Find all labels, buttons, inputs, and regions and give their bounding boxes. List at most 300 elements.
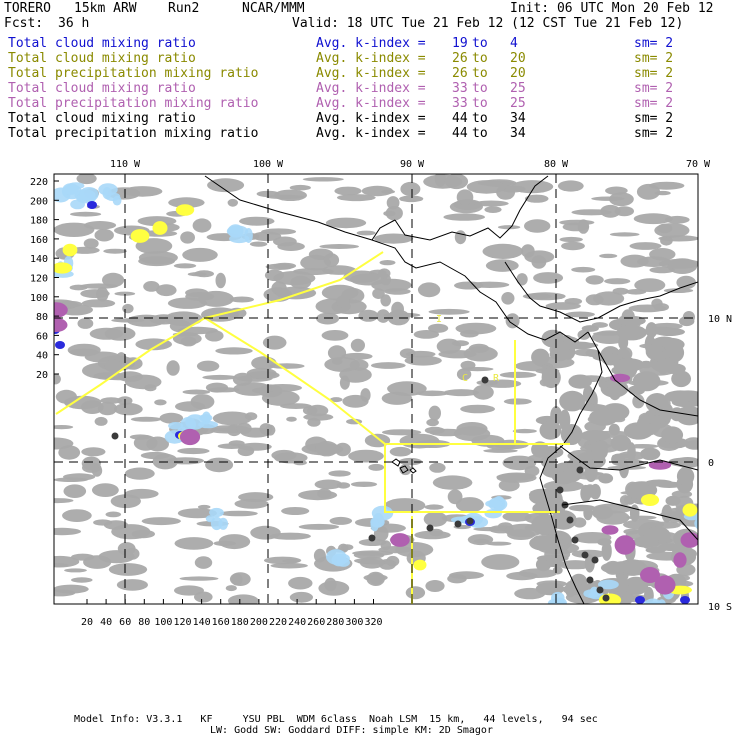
precip-patch-yellow xyxy=(683,503,698,516)
precip-patch-yellow xyxy=(63,244,78,257)
cloud-patch xyxy=(524,219,550,232)
cloud-patch xyxy=(634,278,665,292)
cloud-patch xyxy=(429,309,470,315)
cloud-patch xyxy=(571,209,611,215)
cloud-patch xyxy=(82,457,101,471)
cloud-patch xyxy=(102,273,124,287)
cloud-patch xyxy=(665,390,696,402)
cloud-patch xyxy=(368,464,384,471)
cloud-patch xyxy=(598,473,613,483)
cloud-patch xyxy=(68,344,101,357)
cloud-patch xyxy=(533,272,563,284)
cloud-patch xyxy=(649,267,674,274)
cloud-patch xyxy=(220,511,258,517)
legend-to: to xyxy=(472,126,488,141)
legend-a: 44 xyxy=(452,126,468,141)
cloud-patch xyxy=(117,579,148,591)
model-name: TORERO xyxy=(4,1,51,16)
model-info-line: Model Info: V3.3.1 KF YSU PBL WDM 6class Noah LSM 15 km, 44 levels, 94 sec xyxy=(74,714,598,725)
cloud-patch xyxy=(226,585,237,591)
cloud-patch xyxy=(640,448,660,461)
cloud-patch xyxy=(228,199,238,207)
cloud-patch xyxy=(383,211,395,217)
cloud-patch xyxy=(132,530,155,538)
cloud-patch xyxy=(582,325,599,332)
cloud-patch xyxy=(71,577,93,582)
cloud-patch xyxy=(590,484,601,500)
precip-patch-yellow xyxy=(641,494,659,506)
y-tick-label: 40 xyxy=(35,350,48,362)
cloud-patch xyxy=(337,194,376,201)
cloud-patch xyxy=(406,586,425,599)
legend-field: Total cloud mixing ratio xyxy=(8,36,196,51)
cloud-patch xyxy=(42,563,69,567)
cloud-patch xyxy=(238,446,255,456)
cloud-patch xyxy=(215,347,252,354)
cloud-patch xyxy=(330,517,353,525)
cloud-patch xyxy=(233,373,253,386)
x-tick-label: 300 xyxy=(345,617,364,628)
cloud-patch xyxy=(597,538,611,546)
cloud-patch xyxy=(230,297,254,303)
y-tick-label: 200 xyxy=(29,196,48,208)
cloud-patch xyxy=(416,391,449,397)
cloud-patch xyxy=(43,498,74,503)
x-tick-label: 40 xyxy=(100,617,113,628)
legend-a: 44 xyxy=(452,111,468,126)
legend-to: to xyxy=(472,111,488,126)
legend-sm: sm= 2 xyxy=(634,96,674,111)
legend-kindex: Avg. k-index = xyxy=(316,36,426,51)
latitude-label: 10 S xyxy=(708,602,733,613)
cloud-patch xyxy=(125,468,155,480)
legend-kindex: Avg. k-index = xyxy=(316,51,426,66)
cloud-patch xyxy=(198,505,211,509)
org-label: NCAR/MMM xyxy=(242,1,305,16)
legend-kindex: Avg. k-index = xyxy=(316,81,426,96)
cloud-core-blue xyxy=(635,596,645,604)
cloud-patch xyxy=(50,425,73,429)
cloud-patch xyxy=(454,426,490,441)
y-tick-label: 160 xyxy=(29,234,48,246)
x-tick-label: 180 xyxy=(230,617,249,628)
cloud-patch xyxy=(462,367,494,371)
cloud-patch xyxy=(610,232,640,236)
cloud-patch xyxy=(314,549,326,563)
cloud-patch xyxy=(429,406,441,421)
cloud-patch xyxy=(357,231,376,236)
cloud-patch xyxy=(354,552,385,559)
precip-patch-yellow xyxy=(599,594,621,607)
cloud-patch xyxy=(316,313,339,325)
x-tick-label: 140 xyxy=(192,617,211,628)
cloud-patch xyxy=(500,372,537,378)
cloud-patch xyxy=(205,330,224,341)
cloud-patch xyxy=(180,231,195,243)
cloud-patch xyxy=(299,524,339,530)
cloud-patch xyxy=(378,546,412,553)
cloud-patch xyxy=(351,339,365,352)
cloud-patch xyxy=(269,363,304,369)
cloud-patch xyxy=(228,594,259,607)
cloud-patch xyxy=(82,299,115,307)
cloud-patch xyxy=(609,424,620,436)
convective-core xyxy=(567,517,574,524)
cloud-patch xyxy=(277,242,305,251)
cloud-patch xyxy=(193,218,212,232)
x-tick-label: 320 xyxy=(364,617,383,628)
cloud-patch xyxy=(303,177,344,181)
cloud-patch xyxy=(216,273,226,288)
legend-sm: sm= 2 xyxy=(634,81,674,96)
cloud-patch xyxy=(618,335,628,350)
cloud-patch xyxy=(531,349,549,366)
y-tick-label: 60 xyxy=(35,331,48,343)
longitude-label: 90 W xyxy=(399,159,425,170)
cloud-patch xyxy=(235,499,269,509)
cloud-patch xyxy=(551,341,569,361)
cloud-patch xyxy=(655,191,671,195)
cloud-patch xyxy=(160,413,184,424)
cloud-patch xyxy=(449,571,484,579)
latitude-label: 10 N xyxy=(708,314,733,325)
cloud-patch xyxy=(593,353,623,361)
cloud-patch xyxy=(106,512,122,518)
cloud-patch xyxy=(578,219,589,233)
convective-core xyxy=(455,521,462,528)
cloud-patch xyxy=(219,534,251,549)
light-cloud-patch xyxy=(244,228,253,243)
legend-a: 33 xyxy=(452,96,468,111)
cloud-patch xyxy=(177,448,209,454)
legend-kindex: Avg. k-index = xyxy=(316,96,426,111)
cloud-patch xyxy=(425,580,444,592)
precip-patch-yellow xyxy=(52,262,72,273)
cloud-patch xyxy=(497,473,537,483)
cloud-patch xyxy=(645,480,673,487)
convective-core xyxy=(603,595,610,602)
cloud-patch xyxy=(332,359,342,365)
cloud-patch xyxy=(676,276,696,289)
cloud-patch xyxy=(433,475,473,489)
convective-core xyxy=(587,577,594,584)
cloud-patch xyxy=(105,327,136,341)
precip-patch-yellow xyxy=(176,204,194,216)
cloud-patch xyxy=(429,463,445,473)
cloud-patch xyxy=(319,244,359,249)
zone-letter: C xyxy=(462,373,469,384)
cloud-patch xyxy=(348,450,384,463)
precip-patch-purple xyxy=(681,532,700,548)
cloud-patch xyxy=(202,375,237,380)
cloud-patch xyxy=(70,212,101,217)
convective-core xyxy=(112,433,119,440)
legend-kindex: Avg. k-index = xyxy=(316,66,426,81)
x-tick-label: 20 xyxy=(80,617,94,628)
legend-to: to xyxy=(472,81,488,96)
cloud-patch xyxy=(118,542,136,555)
cloud-patch xyxy=(558,180,584,191)
cloud-patch xyxy=(657,224,672,234)
cloud-patch xyxy=(229,440,245,446)
cloud-patch xyxy=(62,509,92,522)
light-cloud-patch xyxy=(218,518,228,530)
precip-patch-purple xyxy=(610,374,630,383)
legend-b: 34 xyxy=(510,111,526,126)
cloud-patch xyxy=(617,316,646,326)
cloud-patch xyxy=(317,488,331,498)
cloud-patch xyxy=(382,392,413,405)
forecast-hour: 36 h xyxy=(58,16,90,31)
cloud-patch xyxy=(123,186,163,197)
cloud-patch xyxy=(387,196,400,209)
legend-sm: sm= 2 xyxy=(634,36,674,51)
legend-field: Total precipitation mixing ratio xyxy=(8,96,259,111)
cloud-patch xyxy=(666,496,681,506)
legend-b: 25 xyxy=(510,81,526,96)
cloud-patch xyxy=(400,434,440,449)
legend-field: Total cloud mixing ratio xyxy=(8,111,196,126)
cloud-patch xyxy=(580,485,591,502)
legend-a: 33 xyxy=(452,81,468,96)
cloud-patch xyxy=(418,282,440,297)
cloud-patch xyxy=(507,529,535,540)
cloud-patch xyxy=(629,305,667,313)
cloud-patch xyxy=(604,278,630,284)
cloud-patch xyxy=(601,562,630,573)
cloud-patch xyxy=(260,423,273,435)
cloud-patch xyxy=(380,260,396,265)
cloud-patch xyxy=(139,251,178,264)
y-tick-label: 20 xyxy=(35,370,48,381)
legend-field: Total cloud mixing ratio xyxy=(8,81,196,96)
y-tick-label: 120 xyxy=(29,273,48,285)
cloud-patch xyxy=(286,417,297,422)
convective-core xyxy=(467,518,474,525)
cloud-patch xyxy=(53,585,88,594)
convective-core xyxy=(597,587,604,594)
cloud-patch xyxy=(414,330,439,339)
cloud-patch xyxy=(64,484,87,498)
cloud-patch xyxy=(122,304,133,313)
legend-field: Total precipitation mixing ratio xyxy=(8,66,259,81)
precip-patch-yellow xyxy=(153,221,168,235)
cloud-patch xyxy=(70,285,88,291)
cloud-patch xyxy=(382,429,421,435)
cloud-core-blue xyxy=(87,201,97,209)
cloud-patch xyxy=(506,313,520,328)
cloud-patch xyxy=(540,421,562,440)
cloud-patch xyxy=(513,429,537,433)
convective-core xyxy=(592,557,599,564)
light-cloud-patch xyxy=(198,421,218,428)
cloud-patch xyxy=(167,360,180,376)
cloud-patch xyxy=(266,264,294,270)
cloud-patch xyxy=(665,216,690,224)
zone-letter: I xyxy=(436,314,443,325)
cloud-patch xyxy=(231,573,242,585)
cloud-patch xyxy=(175,537,214,550)
legend-a: 19 xyxy=(452,36,468,51)
cloud-patch xyxy=(174,263,196,268)
resolution: 15km ARW xyxy=(74,1,137,16)
cloud-patch xyxy=(250,242,267,247)
cloud-patch xyxy=(182,248,218,262)
cloud-patch xyxy=(474,201,509,207)
y-tick-label: 180 xyxy=(29,215,48,227)
cloud-patch xyxy=(95,229,114,242)
cloud-patch xyxy=(77,173,97,184)
legend-sm: sm= 2 xyxy=(634,66,674,81)
cloud-patch xyxy=(390,447,412,457)
light-cloud-patch xyxy=(336,554,350,564)
convective-core xyxy=(582,552,589,559)
cloud-patch xyxy=(109,563,147,576)
cloud-patch xyxy=(288,577,312,590)
light-cloud-patch xyxy=(658,599,666,611)
cloud-patch xyxy=(334,187,361,196)
light-cloud-patch xyxy=(206,515,215,522)
legend-to: to xyxy=(472,36,488,51)
legend-sm: sm= 2 xyxy=(634,126,674,141)
cloud-patch xyxy=(336,295,349,307)
precip-patch-purple xyxy=(655,575,676,594)
cloud-patch xyxy=(131,417,162,422)
convective-core xyxy=(369,535,376,542)
cloud-core-blue xyxy=(680,596,690,604)
cloud-patch xyxy=(517,273,528,285)
cloud-patch xyxy=(337,482,350,488)
cloud-patch xyxy=(661,426,683,443)
cloud-patch xyxy=(130,434,151,439)
x-tick-label: 200 xyxy=(249,617,268,628)
cloud-patch xyxy=(58,445,80,459)
longitude-label: 70 W xyxy=(685,159,711,170)
cloud-patch xyxy=(324,253,339,267)
cloud-patch xyxy=(381,190,395,194)
cloud-patch xyxy=(571,267,595,273)
cloud-patch xyxy=(290,592,313,603)
physics-info-line: LW: Godd SW: Goddard DIFF: simple KM: 2D Smagor xyxy=(210,725,493,736)
y-tick-label: 140 xyxy=(29,254,48,266)
x-tick-label: 260 xyxy=(307,617,326,628)
cloud-patch xyxy=(542,367,561,388)
cloud-patch xyxy=(154,399,166,405)
legend-b: 20 xyxy=(510,66,526,81)
cloud-patch xyxy=(464,346,498,361)
cloud-core-blue xyxy=(55,341,65,349)
legend-to: to xyxy=(472,66,488,81)
cloud-patch xyxy=(195,556,212,569)
cloud-patch xyxy=(371,279,411,292)
cloud-patch xyxy=(183,390,211,395)
forecast-label: Fcst: xyxy=(4,16,44,31)
light-cloud-patch xyxy=(113,196,122,206)
cloud-patch xyxy=(553,566,563,574)
cloud-patch xyxy=(580,430,610,441)
init-time: Init: 06 UTC Mon 20 Feb 12 xyxy=(510,1,714,16)
cloud-patch xyxy=(654,328,685,336)
legend-kindex: Avg. k-index = xyxy=(316,126,426,141)
cloud-patch xyxy=(252,232,281,242)
cloud-patch xyxy=(605,187,628,195)
cloud-patch xyxy=(473,385,494,400)
cloud-patch xyxy=(180,576,219,580)
cloud-patch xyxy=(274,190,307,201)
cloud-patch xyxy=(405,356,442,366)
cloud-patch xyxy=(251,356,276,370)
y-tick-label: 80 xyxy=(35,312,48,324)
cloud-patch xyxy=(78,318,94,329)
cloud-patch xyxy=(637,256,670,267)
y-tick-label: 220 xyxy=(29,177,48,188)
cloud-patch xyxy=(142,517,181,525)
cloud-patch xyxy=(615,206,634,216)
legend-b: 25 xyxy=(510,96,526,111)
cloud-patch xyxy=(589,409,618,426)
x-tick-label: 220 xyxy=(268,617,288,628)
cloud-patch xyxy=(50,374,61,385)
cloud-patch xyxy=(239,217,274,226)
cloud-patch xyxy=(64,568,87,572)
cloud-patch xyxy=(273,271,315,285)
legend-b: 20 xyxy=(510,51,526,66)
cloud-patch xyxy=(627,442,636,462)
cloud-patch xyxy=(188,272,207,276)
legend-sm: sm= 2 xyxy=(634,51,674,66)
x-tick-label: 240 xyxy=(288,617,307,628)
cloud-patch xyxy=(529,536,555,551)
cloud-patch xyxy=(315,441,338,456)
cloud-patch xyxy=(174,585,204,595)
cloud-patch xyxy=(275,287,316,300)
cloud-patch xyxy=(467,180,506,194)
cloud-patch xyxy=(586,275,604,284)
cloud-patch xyxy=(271,563,308,569)
cloud-patch xyxy=(445,174,468,189)
cloud-patch xyxy=(185,292,214,301)
cloud-patch xyxy=(628,385,645,395)
x-tick-label: 120 xyxy=(173,617,192,628)
cloud-patch xyxy=(263,336,287,350)
light-cloud-patch xyxy=(371,518,379,531)
cloud-patch xyxy=(43,528,81,535)
cloud-patch xyxy=(599,254,617,258)
cloud-patch xyxy=(340,376,350,390)
cloud-patch xyxy=(501,292,514,305)
precip-patch-yellow xyxy=(414,560,427,571)
cloud-patch xyxy=(322,330,349,341)
legend-b: 4 xyxy=(510,36,518,51)
x-tick-label: 100 xyxy=(154,617,173,628)
longitude-label: 100 W xyxy=(252,159,284,170)
cloud-patch xyxy=(250,526,280,540)
cloud-patch xyxy=(191,394,215,409)
cloud-patch xyxy=(560,237,583,242)
cloud-patch xyxy=(559,539,569,545)
light-cloud-patch xyxy=(228,224,244,238)
cloud-patch xyxy=(92,483,119,497)
cloud-patch xyxy=(662,504,673,522)
cloud-patch xyxy=(425,504,444,509)
cloud-patch xyxy=(93,519,112,525)
cloud-patch xyxy=(95,417,108,426)
cloud-patch xyxy=(591,197,624,201)
precip-patch-purple xyxy=(602,525,619,534)
convective-core xyxy=(427,525,434,532)
cloud-patch xyxy=(483,449,518,453)
cloud-patch xyxy=(443,213,485,220)
